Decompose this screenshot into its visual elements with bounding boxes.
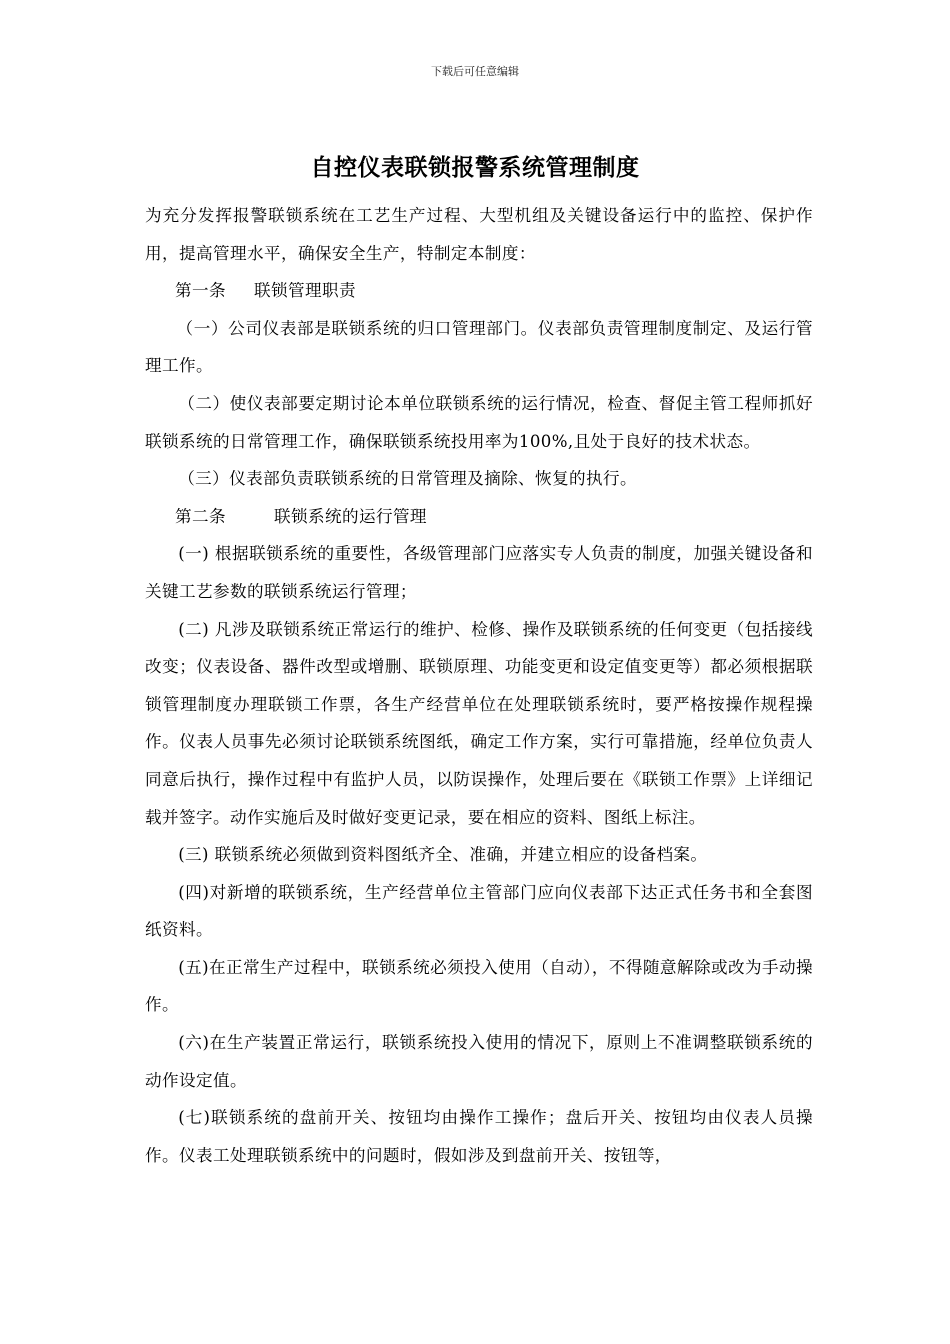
intro-paragraph: 为充分发挥报警联锁系统在工艺生产过程、大型机组及关键设备运行中的监控、保护作用，提高管理水平，确保安全生产，特制定本制度： [145, 206, 813, 263]
article-2-label: 第二条 [175, 506, 226, 526]
article-2-item: (四)对新增的联锁系统，生产经营单位主管部门应向仪表部下达正式任务书和全套图纸资料。 [145, 882, 813, 940]
article-2-item: (五)在正常生产过程中，联锁系统必须投入使用（自动），不得随意解除或改为手动操作。 [145, 957, 813, 1015]
article-2-item: (七)联锁系统的盘前开关、按钮均由操作工操作；盘后开关、按钮均由仪表人员操作。仪表工处理联锁系统中的问题时，假如涉及到盘前开关、按钮等， [145, 1108, 813, 1165]
article-2-item: (一) 根据联锁系统的重要性，各级管理部门应落实专人负责的制度，加强关键设备和关键工艺参数的联锁系统运行管理； [145, 544, 813, 601]
article-1-label: 第一条 [175, 281, 226, 301]
document-body [145, 197, 813, 1174]
article-1-item: （三）仪表部负责联锁系统的日常管理及摘除、恢复的执行。 [178, 469, 638, 489]
document-title: 自控仪表联锁报警系统管理制度 [310, 155, 640, 181]
header-note: 下载后可任意编辑 [431, 65, 519, 78]
article-1-title: 联锁管理职责 [253, 281, 356, 301]
article-1-item: （二）使仪表部要定期讨论本单位联锁系统的运行情况，检查、督促主管工程师抓好联锁系统的日常管理工作，确保联锁系统投用率为100%,且处于良好的技术状态。 [145, 393, 813, 451]
article-1-item: （一）公司仪表部是联锁系统的归口管理部门。仪表部负责管理制度制定、及运行管理工作。 [145, 318, 813, 376]
article-2-item: (二) 凡涉及联锁系统正常运行的维护、检修、操作及联锁系统的任何变更（包括接线改变；仪表设备、器件改型或增删、联锁原理、功能变更和设定值变更等）都必须根据联锁管理制度办理联锁工作票，各生产经营单位在处理联锁系统时，要严格按操作规程操作。仪表人员事先必须讨论联锁系统图纸，确定工作方案，实行可靠措施，经单位负责人同意后执行，操作过程中有监护人员，以防误操作，处理后要在《联锁工作票》上详细记载并签字。动作实施后及时做好变更记录，要在相应的资料、图纸上标注。 [145, 619, 813, 827]
article-2-item: (六)在生产装置正常运行，联锁系统投入使用的情况下，原则上不准调整联锁系统的动作设定值。 [145, 1033, 813, 1090]
article-1-heading [145, 272, 813, 310]
article-2-heading [145, 498, 813, 536]
article-2-item: (三) 联锁系统必须做到资料图纸齐全、准确，并建立相应的设备档案。 [178, 845, 708, 865]
article-2-title: 联锁系统的运行管理 [273, 506, 427, 526]
